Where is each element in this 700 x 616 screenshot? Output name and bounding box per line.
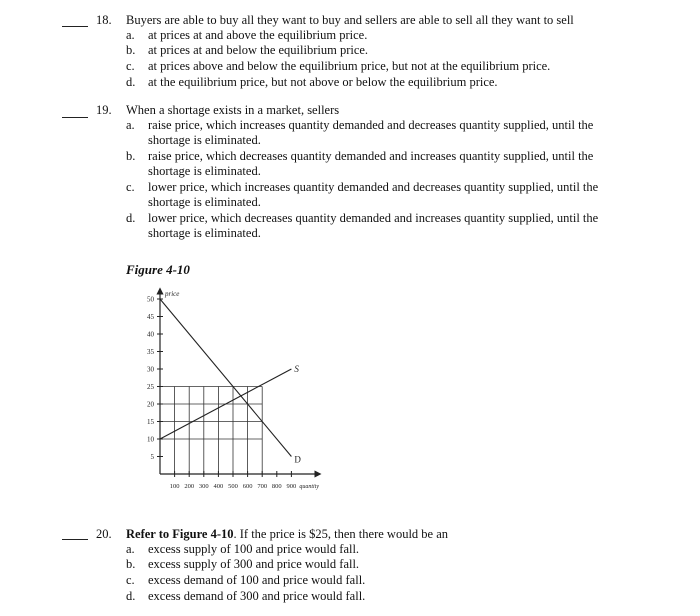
option-text [148,149,658,179]
option-text: at prices at and above the equilibrium price. [148,28,368,42]
option-text: excess supply of 300 and price would fall. [148,557,360,571]
answer-blank-18[interactable] [62,26,88,27]
question-stem-19: When a shortage exists in a market, sellers [126,103,340,117]
series-label-D: D [294,454,301,465]
option-line1: raise price, which increases quantity demanded and decreases quantity supplied, until the [148,118,594,132]
option-letter: c. [126,573,135,587]
option-letter: b. [126,149,136,163]
option-text: at prices at and below the equilibrium price. [148,43,369,57]
x-tick-label: 400 [213,483,224,490]
question-number-20: 20. [96,527,112,541]
option-text [148,211,658,241]
option-text: excess supply of 100 and price would fall. [148,542,360,556]
option-letter: a. [126,28,135,42]
y-tick-label: 10 [147,435,154,444]
option-line1: raise price, which decreases quantity demanded and increases quantity supplied, until the [148,149,594,163]
option-text: excess demand of 100 and price would fall. [148,573,366,587]
option-line2: shortage is eliminated. [148,164,261,178]
option-letter: b. [126,43,136,57]
x-tick-label: 900 [286,483,297,490]
y-axis-label: price [165,290,180,298]
option-letter: a. [126,542,135,556]
option-line2: shortage is eliminated. [148,226,261,240]
question-stem-18: Buyers are able to buy all they want to buy and sellers are able to sell all they want to sell [126,13,574,27]
y-tick-label: 5 [150,453,154,461]
series-line-D [160,299,291,457]
figure-reference: Refer to Figure 4-10 [126,527,234,541]
answer-blank-19[interactable] [62,117,88,118]
y-tick-label: 50 [147,295,154,304]
figure-title: Figure 4-10 [126,262,190,277]
option-letter: c. [126,59,135,73]
option-line2: shortage is eliminated. [148,133,261,147]
x-tick-label: 500 [228,483,238,490]
x-axis-label: quantity [299,484,320,490]
option-text [148,180,658,210]
option-letter: d. [126,211,136,225]
option-text: at prices above and below the equilibrium price, but not at the equilibrium price. [148,59,551,73]
x-tick-label: 100 [169,483,180,490]
option-letter: a. [126,118,135,132]
option-letter: d. [126,75,136,89]
series [160,299,291,457]
question-number-18: 18. [96,13,112,27]
axes [157,291,318,477]
y-tick-label: 20 [147,400,154,409]
option-text [148,118,658,148]
question-number-19: 19. [96,103,112,117]
series-label-S: S [294,364,299,374]
y-tick-label: 25 [147,383,154,391]
option-line1: lower price, which decreases quantity demanded and increases quantity supplied, until the [148,211,599,225]
option-letter: c. [126,180,135,194]
option-text: excess demand of 300 and price would fall. [148,589,366,603]
y-tick-label: 15 [147,418,154,426]
y-tick-label: 45 [147,313,154,321]
x-tick-label: 700 [257,483,268,490]
y-tick-label: 40 [147,330,154,339]
x-tick-label: 600 [242,483,253,490]
option-line1: lower price, which increases quantity demanded and decreases quantity supplied, until the [148,180,599,194]
option-line2: shortage is eliminated. [148,195,261,209]
option-text: at the equilibrium price, but not above or below the equilibrium price. [148,75,498,89]
x-tick-label: 800 [271,483,282,490]
supply-demand-chart [135,282,375,502]
x-tick-label: 300 [198,483,209,490]
question-stem-20 [126,527,686,542]
answer-blank-20[interactable] [62,539,88,540]
y-tick-label: 30 [147,365,154,374]
x-tick-label: 200 [184,483,195,490]
question-stem-rest: . If the price is $25, then there would be an [233,527,449,541]
option-letter: b. [126,557,136,571]
option-letter: d. [126,589,136,603]
y-tick-label: 35 [147,348,154,356]
